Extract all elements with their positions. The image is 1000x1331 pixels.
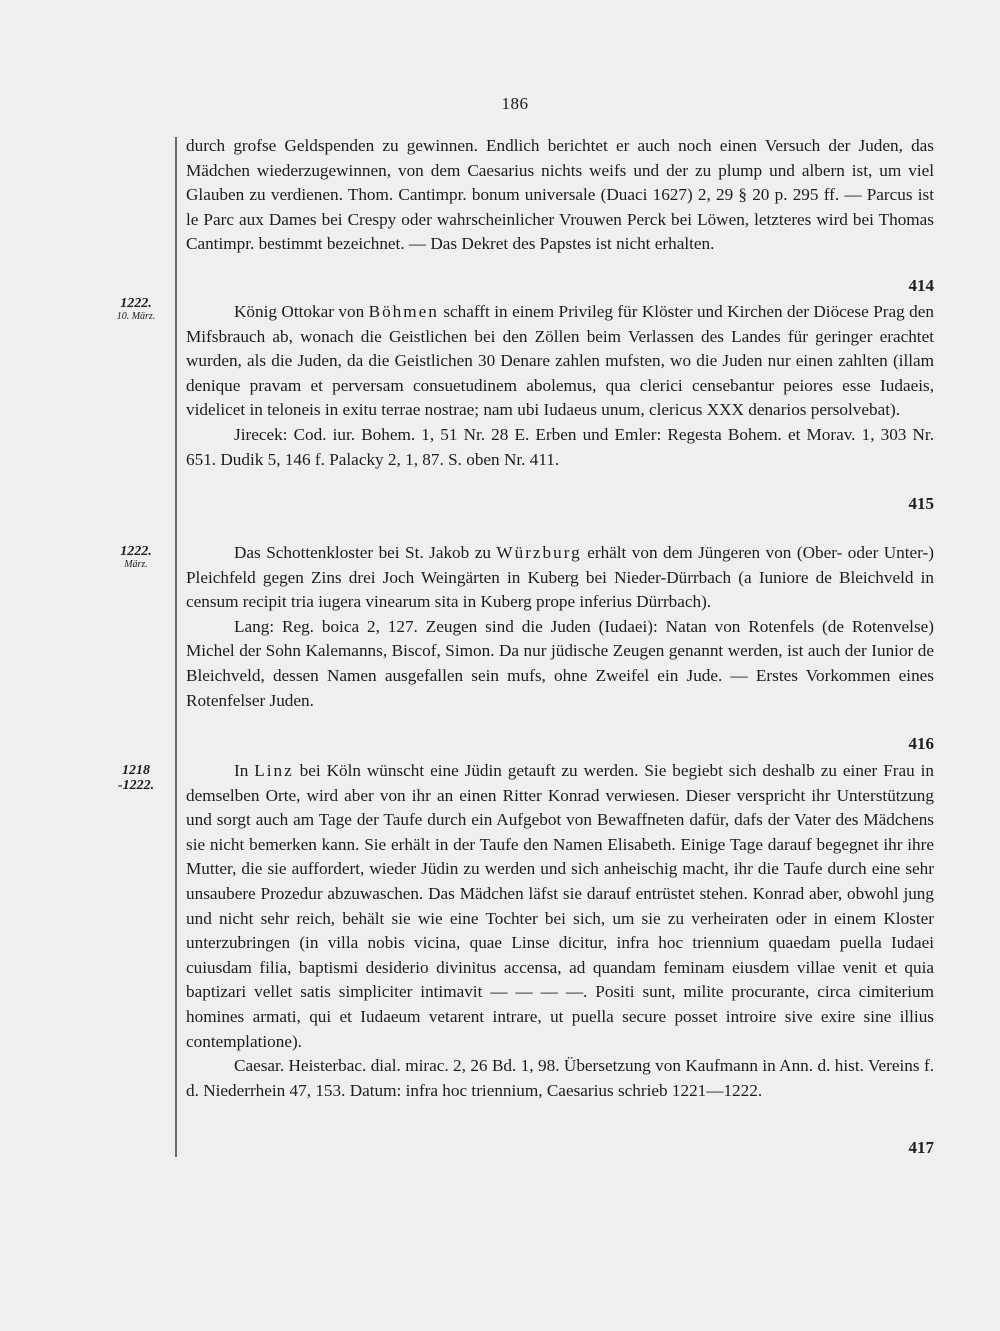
margin-date-1222-2 (100, 545, 172, 570)
entry-body: schafft in einem Privileg für Klöster und Kirchen der Diöcese Prag den Mifsbrauch ab, wonach die Geistlichen bei den Zöllen beim Verlassen des Landes für geringer erachtet wurden, als die Juden, da die Geistlichen 30 Denare zahlen mufsten, wo die Juden nur einen zahlten (illam denique pravam et perversam consuetudinem abolemus, qua clerici censebantur peiores esse Iudaeis, videlicet in teloneis in exitu terrae nostrae; nam ubi Iudaeus unum, clericus XXX denarios persolvebat). (186, 302, 934, 420)
entry-text (186, 300, 934, 423)
entry-note (186, 1054, 934, 1103)
margin-day: 10. März. (116, 310, 156, 322)
entry-number-416: 416 (908, 734, 934, 753)
margin-year: 1222. (120, 544, 152, 559)
entry-number-414: 414 (908, 276, 934, 295)
continuation-block (186, 134, 934, 257)
entry-body: erhält von dem Jüngeren von (Ober- oder Unter-) Pleichfeld gegen Zins drei Joch Weingärten in Kuberg bei Nieder-Dürrbach (a Iuniore de Bleichveld in censum recipit tria iugera vinearum sita in Kuberg prope inferius Dürrbach). (186, 543, 934, 612)
entry-lead: König Ottokar von (234, 302, 369, 321)
entry-lead: Das Schottenkloster bei St. Jakob zu (234, 543, 497, 562)
entry-body: bei Köln wünscht eine Jüdin getauft zu werden. Sie begiebt sich deshalb zu einer Frau in demselben Orte, wird aber von ihr an einen Ritter Konrad verwiesen. Dieser verspricht ihr Unterstützung und sorgt auch am Tage der Taufe durch ein Aufgebot von Bewaffneten dafür, dafs der Vater des Mädchens sie nicht bemerken kann. Sie erhält in der Taufe den Namen Elisabeth. Einige Tage darauf begegnet ihr ihre Mutter, die sie auffordert, wieder Jüdin zu werden und sich anheischig macht, ihr die Taufe durch eine sehr unsaubere Prozedur abzuwaschen. Das Mädchen läfst sie darauf entrüstet stehen. Konrad aber, obwohl jung und nicht sehr reich, behält sie wie eine Tochter bei sich, um sie zu verheiraten oder in einem Kloster unterzubringen (in villa nobis vicina, quae Linse dicitur, infra hoc triennium quaedam puella Iudaei cuiusdam filia, baptismi desiderio divinitus accensa, ad quandam feminam eiusdem villae venit et quia baptizari vellet satis simpliciter intimavit — — — —. Positi sunt, milite procurante, circa cimiterium homines armati, qui et Iudaeum vetarent intrare, ut puella secure posset introire sive exire sine illius contemplatione). (186, 761, 934, 1051)
continuation-text: durch grofse Geldspenden zu gewinnen. Endlich berichtet er auch noch einen Versuch der Juden, das Mädchen wiederzugewinnen, von dem Caesarius nichts weifs und der zu plump und albern ist, um viel Glauben zu verdienen. Thom. Cantimpr. bonum universale (Duaci 1627) 2, 29 § 20 p. 295 ff. — Parcus ist le Parc aux Dames bei Crespy oder wahrscheinlicher Vrouwen Perck bei Löwen, letzteres wird bei Thomas Cantimpr. bestimmt bezeichnet. — Das Dekret des Papstes ist nicht erhalten. (186, 136, 934, 254)
margin-year-end: -1222. (117, 777, 155, 793)
entry-415 (186, 541, 934, 713)
entry-414 (186, 300, 934, 472)
margin-year: 1218 (122, 763, 150, 778)
place-name: Böhmen (368, 302, 439, 321)
entry-text (186, 759, 934, 1054)
note-text: Lang: Reg. boica 2, 127. Zeugen sind die Juden (Iudaei): Natan von Rotenfels (de Rotenvelse) Michel der Sohn Kalemanns, Biscof, Simon. Da nur jüdische Zeugen genannt werden, ist auch der Iunior de Bleichveld, dessen Namen ausgefallen sein mufs, ohne Zweifel ein Jude. — Erstes Vorkommen eines Rotenfelser Juden. (186, 616, 934, 710)
place-name: Würzburg (496, 543, 582, 562)
note-text: Jirecek: Cod. iur. Bohem. 1, 51 Nr. 28 E. Erben und Emler: Regesta Bohem. et Morav. 1, 303 Nr. 651. Dudik 5, 146 f. Palacky 2, 1, 87. S. oben Nr. 411. (186, 424, 934, 469)
entry-note (186, 423, 934, 472)
page-number: 186 (501, 94, 529, 113)
note-text: Caesar. Heisterbac. dial. mirac. 2, 26 Bd. 1, 98. Übersetzung von Kaufmann in Ann. d. hist. Vereins f. d. Niederrhein 47, 153. Datum: infra hoc triennium, Caesarius schrieb 1221—1222. (186, 1056, 934, 1100)
entry-number-417: 417 (908, 1138, 934, 1157)
margin-date-1222-1 (100, 297, 172, 322)
margin-day: März. (124, 558, 148, 570)
entry-lead: In (234, 761, 255, 780)
margin-year: 1222. (120, 296, 152, 311)
entry-416 (186, 759, 934, 1103)
margin-date-1218-1222 (100, 764, 172, 793)
margin-rule (175, 137, 177, 1157)
entry-note (186, 615, 934, 713)
entry-text (186, 541, 934, 615)
entry-number-415: 415 (908, 494, 934, 513)
place-name: Linz (254, 761, 294, 780)
